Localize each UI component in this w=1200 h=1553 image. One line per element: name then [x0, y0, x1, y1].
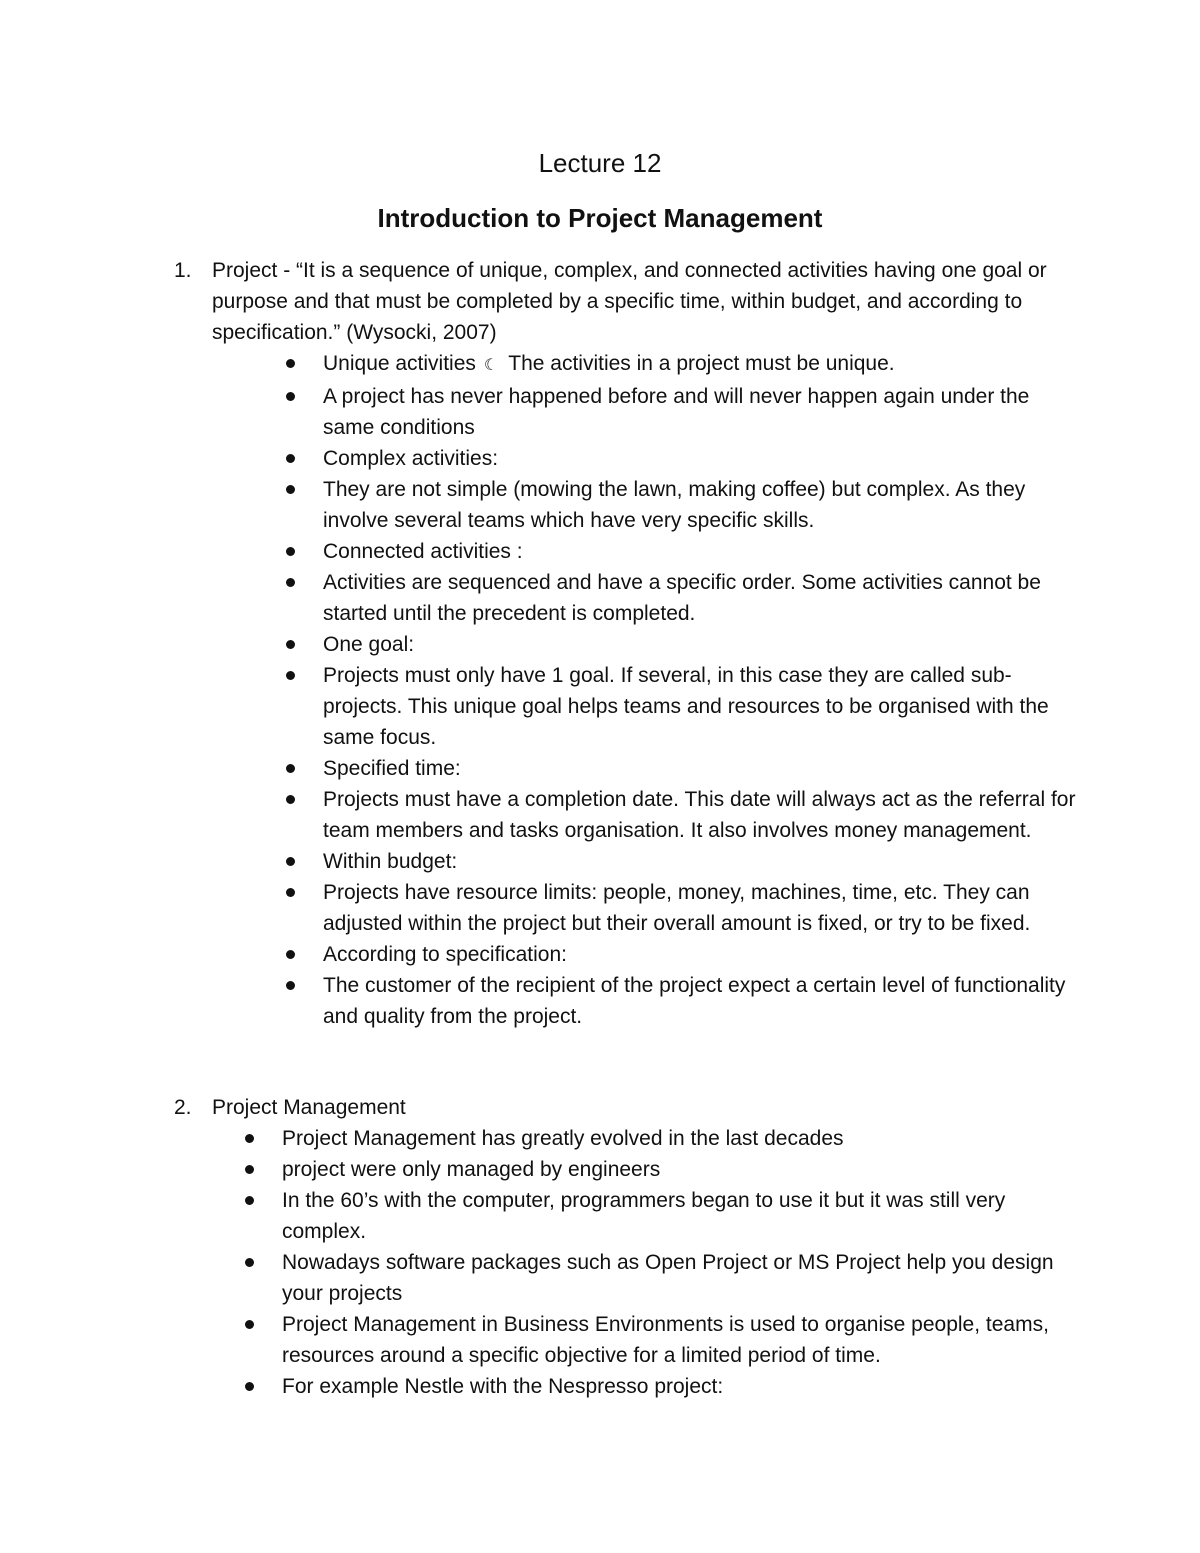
section-2-bullet-list — [282, 1123, 1072, 1402]
list-item — [323, 877, 1083, 939]
list-item — [323, 348, 1083, 381]
list-item — [323, 536, 1083, 567]
bullet-text: For example Nestle with the Nespresso project: — [282, 1375, 724, 1398]
list-item — [323, 784, 1083, 846]
arrow-glyph-icon: ☾ — [483, 357, 499, 374]
section-1-definition: Project - “It is a sequence of unique, complex, and connected activities having one goal or purpose and that must be completed by a specific time, within budget, and according to specification.” (Wysocki, 2007) — [212, 259, 1047, 344]
bullet-icon — [286, 359, 295, 368]
bullet-icon — [286, 640, 295, 649]
bullet-text: Projects must only have 1 goal. If several, in this case they are called sub-projects. This unique goal helps teams and resources to be organised with the same focus. — [323, 664, 1049, 749]
list-item — [323, 474, 1083, 536]
list-item — [323, 629, 1083, 660]
list-item — [282, 1154, 1072, 1185]
bullet-text: Within budget: — [323, 850, 458, 873]
bullet-icon — [286, 857, 295, 866]
bullet-icon — [286, 981, 295, 990]
bullet-icon — [245, 1134, 254, 1143]
list-item — [323, 443, 1083, 474]
bullet-text: Complex activities: — [323, 447, 499, 470]
section-1-number: 1. — [174, 259, 192, 282]
bullet-text: Activities are sequenced and have a specific order. Some activities cannot be started until the precedent is completed. — [323, 571, 1041, 625]
bullet-text: Connected activities : — [323, 540, 523, 563]
bullet-text: Nowadays software packages such as Open Project or MS Project help you design your projects — [282, 1251, 1054, 1305]
bullet-icon — [245, 1258, 254, 1267]
bullet-icon — [286, 485, 295, 494]
section-1-bullet-list — [323, 348, 1083, 1032]
bullet-icon — [286, 547, 295, 556]
bullet-text: The activities in a project must be unique. — [508, 352, 895, 375]
list-item — [282, 1309, 1072, 1371]
list-item — [323, 660, 1083, 753]
bullet-text: According to specification: — [323, 943, 567, 966]
bullet-text: They are not simple (mowing the lawn, making coffee) but complex. As they involve several teams which have very specific skills. — [323, 478, 1026, 532]
bullet-icon — [286, 392, 295, 401]
list-item — [323, 567, 1083, 629]
list-item — [323, 753, 1083, 784]
bullet-icon — [245, 1165, 254, 1174]
bullet-text: One goal: — [323, 633, 415, 656]
bullet-icon — [286, 950, 295, 959]
bullet-text: Project Management has greatly evolved in the last decades — [282, 1127, 844, 1150]
section-2-heading: Project Management — [212, 1096, 406, 1119]
bullet-icon — [245, 1196, 254, 1205]
bullet-text: Project Management in Business Environments is used to organise people, teams, resources around a specific objective for a limited period of time. — [282, 1313, 1049, 1367]
bullet-icon — [286, 764, 295, 773]
bullet-text: Specified time: — [323, 757, 461, 780]
list-item — [323, 939, 1083, 970]
list-item — [282, 1247, 1072, 1309]
list-item — [323, 970, 1083, 1032]
lecture-subtitle: Introduction to Project Management — [377, 203, 823, 233]
bullet-text: Unique activities — [323, 352, 476, 375]
bullet-icon — [245, 1320, 254, 1329]
bullet-text: Projects have resource limits: people, money, machines, time, etc. They can adjusted within the project but their overall amount is fixed, or try to be fixed. — [323, 881, 1031, 935]
bullet-text: In the 60’s with the computer, programmers began to use it but it was still very complex. — [282, 1189, 1006, 1243]
list-item — [323, 846, 1083, 877]
list-item — [282, 1185, 1072, 1247]
list-item — [323, 381, 1083, 443]
lecture-title: Lecture 12 — [538, 148, 662, 178]
bullet-text: project were only managed by engineers — [282, 1158, 661, 1181]
bullet-text: Projects must have a completion date. This date will always act as the referral for team members and tasks organisation. It also involves money management. — [323, 788, 1076, 842]
list-item — [282, 1123, 1072, 1154]
bullet-icon — [286, 795, 295, 804]
bullet-icon — [286, 578, 295, 587]
bullet-text: A project has never happened before and will never happen again under the same conditions — [323, 385, 1030, 439]
list-item — [282, 1371, 1072, 1402]
section-2-number: 2. — [174, 1096, 192, 1119]
bullet-icon — [245, 1382, 254, 1391]
bullet-icon — [286, 888, 295, 897]
bullet-icon — [286, 671, 295, 680]
bullet-icon — [286, 454, 295, 463]
bullet-text: The customer of the recipient of the project expect a certain level of functionality and quality from the project. — [323, 974, 1066, 1028]
